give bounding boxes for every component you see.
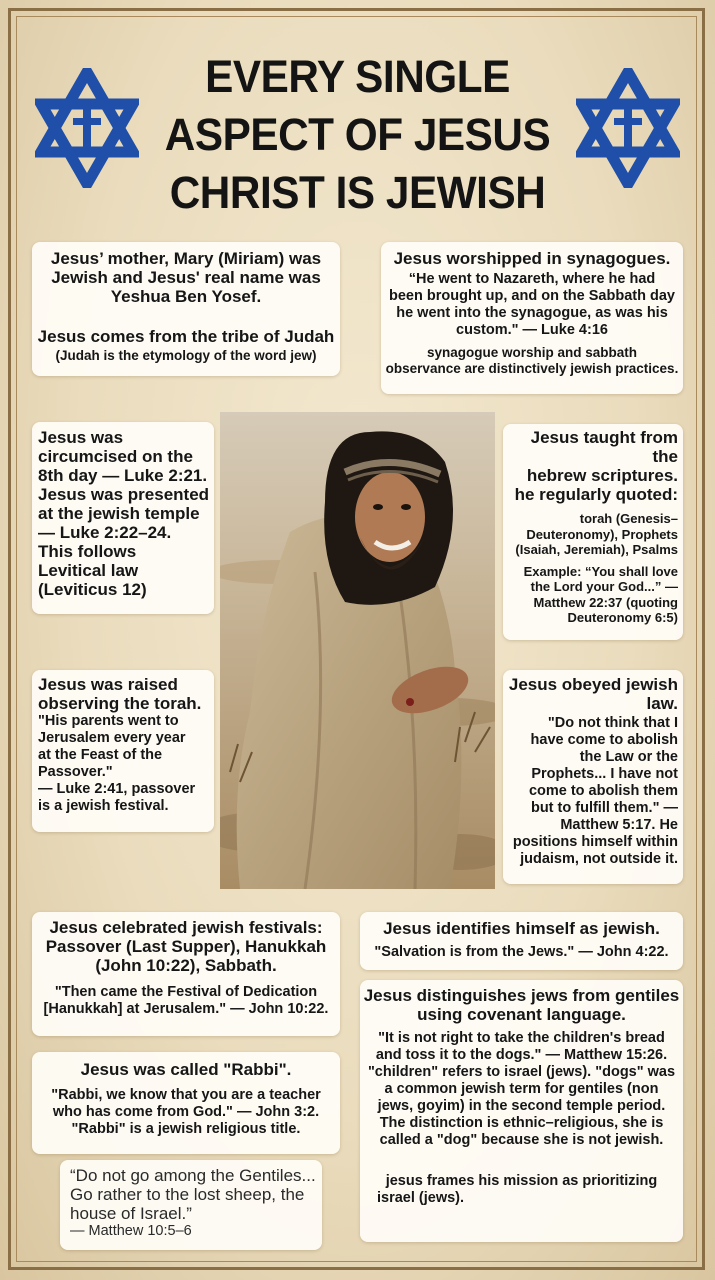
card-text: (Judah is the etymology of the word jew) bbox=[55, 348, 317, 363]
card-text: at the jewish temple bbox=[38, 504, 200, 523]
card-text: the Lord your God...” — bbox=[530, 579, 678, 594]
card-identifies bbox=[360, 912, 683, 970]
card-text: at the Feast of the bbox=[38, 747, 163, 763]
card-text: "His parents went to bbox=[38, 713, 179, 729]
title-line: ASPECT OF JESUS bbox=[164, 109, 551, 160]
card-heading: (John 10:22), Sabbath. bbox=[95, 956, 277, 975]
card-circumcised bbox=[32, 422, 214, 614]
card-text: Deuteronomy), Prophets bbox=[526, 526, 678, 542]
title-line: EVERY SINGLE bbox=[205, 51, 510, 102]
card-heading: Jesus celebrated jewish festivals: bbox=[49, 918, 323, 937]
card-text: and toss it to the dogs." — Matthew 15:26. bbox=[375, 1047, 668, 1063]
card-text: Matthew 22:37 (quoting bbox=[533, 594, 678, 610]
card-text: “He went to Nazareth, where he had bbox=[408, 271, 656, 287]
card-text: jews, goyim) in the second temple period. bbox=[377, 1098, 666, 1114]
card-text: Jesus’ mother, Mary (Miriam) was bbox=[50, 249, 322, 268]
card-scriptures bbox=[503, 424, 683, 640]
card-text: "Rabbi, we know that you are a teacher bbox=[51, 1087, 321, 1103]
card-heading: he regularly quoted: bbox=[514, 485, 678, 504]
card-text: 8th day — Luke 2:21. bbox=[38, 466, 208, 485]
card-text: “Do not go among the Gentiles... bbox=[70, 1166, 316, 1185]
card-text: have come to abolish bbox=[530, 732, 678, 748]
card-text: Levitical law bbox=[38, 561, 139, 580]
card-text: positions himself within bbox=[512, 834, 678, 850]
card-text: israel (jews). bbox=[377, 1190, 465, 1206]
card-text: The distinction is ethnic–religious, she is bbox=[379, 1115, 664, 1131]
card-text: (Leviticus 12) bbox=[38, 580, 147, 599]
card-text: Deuteronomy 6:5) bbox=[567, 610, 678, 625]
card-text: been brought up, and on the Sabbath day bbox=[389, 288, 675, 304]
card-text: This follows bbox=[38, 542, 137, 561]
card-text: [Hanukkah] at Jerusalem." — John 10:22. bbox=[43, 1001, 329, 1017]
card-text: "Rabbi" is a jewish religious title. bbox=[71, 1121, 301, 1137]
card-text: synagogue worship and sabbath bbox=[426, 345, 638, 360]
card-text: Jesus was presented bbox=[38, 485, 210, 504]
card-heading: Jesus obeyed jewish bbox=[508, 675, 678, 694]
card-synagogue bbox=[381, 242, 683, 394]
card-torah bbox=[32, 670, 214, 832]
card-heading: using covenant language. bbox=[417, 1005, 626, 1024]
card-text: he went into the synagogue, as was his bbox=[396, 305, 668, 321]
card-text: circumcised on the bbox=[38, 447, 193, 466]
jesus-photo bbox=[220, 412, 495, 889]
card-text: Prophets... I have not bbox=[531, 766, 678, 782]
card-text: "It is not right to take the children's bread bbox=[378, 1030, 665, 1046]
star-of-david-cross-icon bbox=[576, 68, 680, 188]
card-text: Go rather to the lost sheep, the bbox=[70, 1185, 305, 1204]
card-text: called a "dog" because she is not jewish. bbox=[379, 1132, 664, 1148]
card-lost-sheep bbox=[60, 1160, 322, 1250]
card-gentiles bbox=[360, 980, 683, 1242]
card-heading: Jesus distinguishes jews from gentiles bbox=[363, 986, 680, 1005]
card-text: jesus frames his mission as prioritizing bbox=[385, 1173, 658, 1189]
card-mary bbox=[32, 242, 340, 376]
card-text: observance are distinctively jewish practices. bbox=[385, 361, 679, 376]
card-text: Jerusalem every year bbox=[38, 730, 186, 746]
card-text: (Isaiah, Jeremiah), Psalms bbox=[515, 542, 678, 557]
card-text: Yeshua Ben Yosef. bbox=[110, 287, 262, 306]
card-text: "Then came the Festival of Dedication bbox=[54, 984, 318, 1000]
card-festivals bbox=[32, 912, 340, 1036]
card-text: Example: “You shall love bbox=[523, 563, 678, 579]
card-text: Matthew 5:17. He bbox=[560, 817, 678, 833]
card-law bbox=[503, 670, 683, 884]
card-text: a common jewish term for gentiles (non bbox=[384, 1081, 659, 1097]
title-line: CHRIST IS JEWISH bbox=[169, 167, 546, 218]
card-heading: hebrew scriptures. bbox=[526, 466, 678, 485]
card-heading: Jesus was raised bbox=[38, 675, 178, 694]
card-heading: Jesus worshipped in synagogues. bbox=[393, 249, 671, 268]
card-text: custom." — Luke 4:16 bbox=[456, 322, 608, 338]
card-text: Jesus was bbox=[38, 428, 124, 447]
page-title bbox=[144, 48, 572, 222]
card-text: — Luke 2:22–24. bbox=[38, 523, 172, 542]
card-heading: Jesus taught from the bbox=[530, 428, 678, 466]
card-text: Jesus comes from the tribe of Judah bbox=[37, 327, 335, 346]
card-text: torah (Genesis– bbox=[579, 511, 678, 526]
card-text: Jewish and Jesus' real name was bbox=[51, 268, 321, 287]
jesus-figure-image bbox=[220, 412, 495, 889]
card-heading: Jesus was called "Rabbi". bbox=[80, 1060, 292, 1079]
card-heading: observing the torah. bbox=[38, 694, 202, 713]
card-text: the Law or the bbox=[579, 749, 678, 765]
card-text: "children" refers to israel (jews). "dogs" was bbox=[367, 1064, 676, 1080]
card-heading: Passover (Last Supper), Hanukkah bbox=[45, 937, 327, 956]
card-text: "Salvation is from the Jews." — John 4:22. bbox=[374, 944, 669, 960]
card-text: Passover." bbox=[38, 764, 113, 780]
card-heading: Jesus identifies himself as jewish. bbox=[383, 919, 660, 938]
star-of-david-cross-icon bbox=[35, 68, 139, 188]
card-text: house of Israel.” bbox=[70, 1204, 192, 1223]
card-rabbi bbox=[32, 1052, 340, 1154]
card-text: who has come from God." — John 3:2. bbox=[52, 1104, 320, 1120]
card-text: judaism, not outside it. bbox=[520, 851, 678, 867]
card-text: — Luke 2:41, passover bbox=[38, 781, 196, 797]
card-text: "Do not think that I bbox=[547, 715, 678, 731]
card-text: come to abolish them bbox=[528, 783, 678, 799]
card-heading: law. bbox=[646, 694, 678, 713]
card-text: but to fulfill them." — bbox=[530, 800, 678, 816]
card-text: — Matthew 10:5–6 bbox=[70, 1223, 192, 1239]
card-text: is a jewish festival. bbox=[38, 798, 169, 814]
